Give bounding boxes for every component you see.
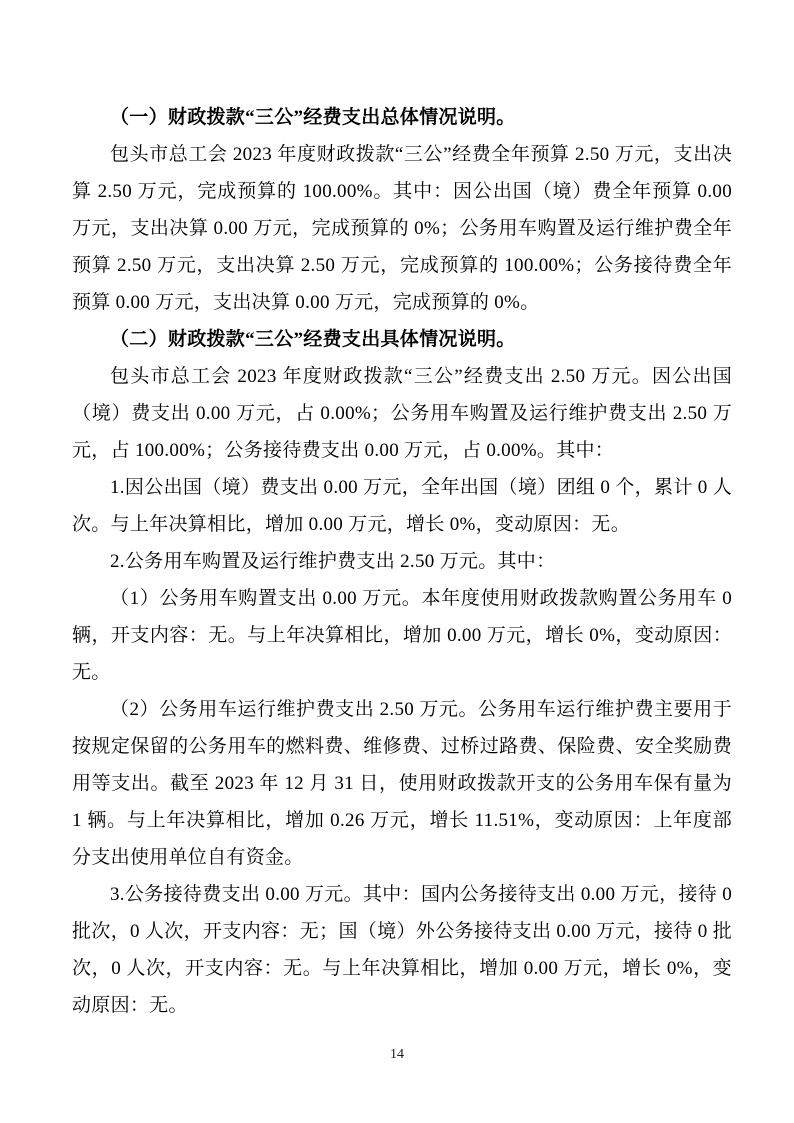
paragraph-overall-summary: 包头市总工会 2023 年度财政拨款“三公”经费全年预算 2.50 万元，支出决算 2.50 万元，完成预算的 100.00%。其中：因公出国（境）费全年预算 0.00 万元，支出决算 0.00 万元，完成预算的 0%；公务用车购置及运行维护费全年预算 2.50 万元，支出决算 2.50 万元，完成预算的 100.00%；公务接待费全年预算 0.00 万元，支出决算 0.00 万元，完成预算的 0%。	[72, 144, 732, 313]
section-heading-detail: （二）财政拨款“三公”经费支出具体情况说明。	[110, 329, 516, 350]
paragraph-detail-summary: 包头市总工会 2023 年度财政拨款“三公”经费支出 2.50 万元。因公出国（境）费支出 0.00 万元，占 0.00%；公务用车购置及运行维护费支出 2.50 万元，占 100.00%；公务接待费支出 0.00 万元，占 0.00%。其中：	[72, 366, 732, 461]
paragraph-abroad-expense: 1.因公出国（境）费支出 0.00 万元，全年出国（境）团组 0 个，累计 0 人次。与上年决算相比，增加 0.00 万元，增长 0%，变动原因：无。	[72, 477, 732, 535]
document-body	[72, 99, 732, 1024]
paragraph-reception-expense: 3.公务接待费支出 0.00 万元。其中：国内公务接待支出 0.00 万元，接待 0 批次，0 人次，开支内容：无；国（境）外公务接待支出 0.00 万元，接待 0 批次，0 人次，开支内容：无。与上年决算相比，增加 0.00 万元，增长 0%，变动原因：无。	[72, 884, 732, 1016]
page-number: 14	[390, 1047, 404, 1062]
paragraph-vehicle-total: 2.公务用车购置及运行维护费支出 2.50 万元。其中：	[110, 551, 556, 572]
section-heading-overall: （一）财政拨款“三公”经费支出总体情况说明。	[110, 107, 516, 128]
paragraph-vehicle-maintenance: （2）公务用车运行维护费支出 2.50 万元。公务用车运行维护费主要用于按规定保留的公务用车的燃料费、维修费、过桥过路费、保险费、安全奖励费用等支出。截至 2023 年 12 月 31 日，使用财政拨款开支的公务用车保有量为 1 辆。与上年决算相比，增加 0.26 万元，增长 11.51%，变动原因：上年度部分支出使用单位自有资金。	[72, 699, 732, 868]
paragraph-vehicle-purchase: （1）公务用车购置支出 0.00 万元。本年度使用财政拨款购置公务用车 0 辆，开支内容：无。与上年决算相比，增加 0.00 万元，增长 0%，变动原因：无。	[72, 588, 732, 683]
